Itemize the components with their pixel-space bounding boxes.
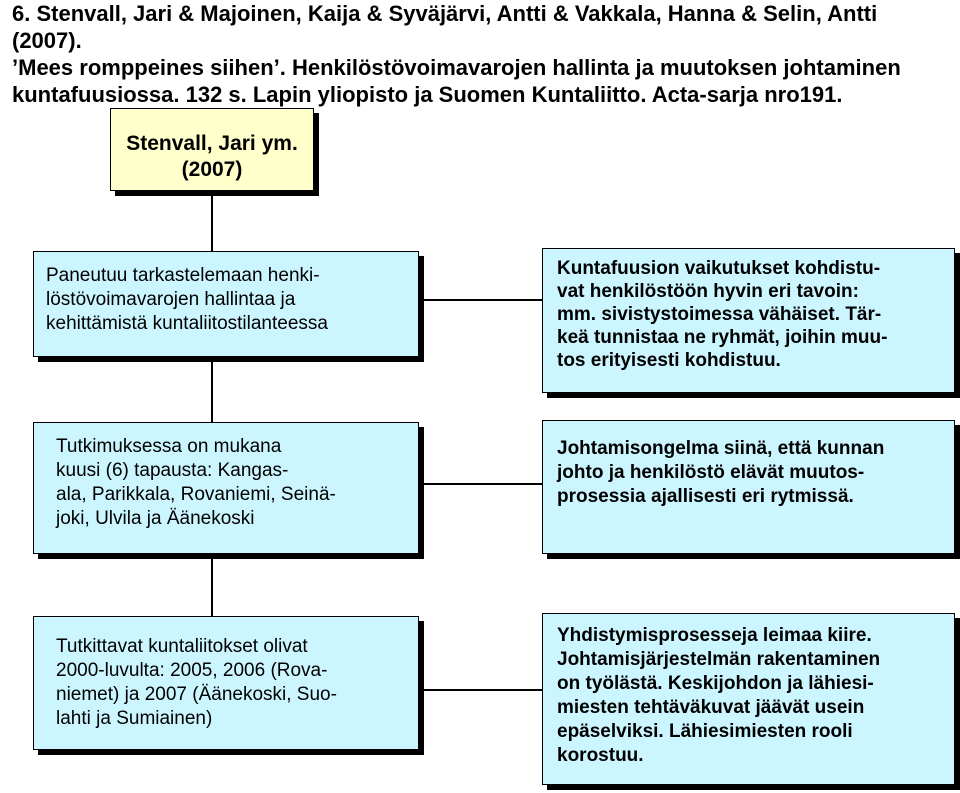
left-box-3-line: Tutkittavat kuntaliitokset olivat [56,636,308,657]
left-box-2 [33,422,419,554]
right-box-1-line: keä tunnistaa ne ryhmät, joihin muu- [557,327,888,348]
right-box-2-line: johto ja henkilöstö elävät muutos- [557,462,865,483]
root-box [110,108,314,191]
right-box-3-line: on työlästä. Keskijohdon ja lähiesi- [557,673,874,694]
right-box-2 [542,420,955,554]
left-box-1-line: löstövoimavarojen hallintaa ja [46,289,296,310]
right-box-1-line: Kuntafuusion vaikutukset kohdistu- [557,258,881,279]
left-box-3-line: 2000-luvulta: 2005, 2006 (Rova- [56,660,328,681]
left-box-1-line: Paneutuu tarkastelemaan henki- [46,265,320,286]
left-box-2-line: Tutkimuksessa on mukana [56,436,282,457]
heading-line: ’Mees romppeines siihen’. Henkilöstövoimavarojen hallinta ja muutoksen johtaminen [12,55,901,80]
right-box-1 [542,248,955,393]
left-box-3-line: lahti ja Sumiainen) [56,708,213,729]
left-box-1-line: kehittämistä kuntaliitostilanteessa [46,313,328,334]
right-box-2-line: Johtamisongelma siinä, että kunnan [557,438,885,459]
right-box-2-line: prosessia ajallisesti eri rytmissä. [557,486,854,507]
right-box-3 [542,613,955,785]
left-box-3 [33,616,419,750]
root-box-line: (2007) [181,158,243,181]
left-box-2-line: ala, Parikkala, Rovaniemi, Seinä- [56,484,336,505]
right-box-3-line: epäselviksi. Lähiesimiesten rooli [557,721,853,742]
root-box-line: Stenvall, Jari ym. [126,132,298,155]
left-box-2-line: kuusi (6) tapausta: Kangas- [56,460,289,481]
right-box-1-line: tos erityisesti kohdistuu. [557,350,781,371]
right-box-3-line: Yhdistymisprosesseja leimaa kiire. [557,625,872,646]
right-box-3-line: Johtamisjärjestelmän rakentaminen [557,649,881,670]
right-box-1-line: mm. sivistystoimessa vähäiset. Tär- [557,304,882,325]
left-box-1 [33,251,419,357]
right-box-3-line: miesten tehtäväkuvat jäävät usein [557,697,865,718]
right-box-3-line: korostuu. [557,745,644,766]
left-box-3-line: niemet) ja 2007 (Äänekoski, Suo- [56,684,337,705]
heading-line: 6. Stenvall, Jari & Majoinen, Kaija & Syväjärvi, Antti & Vakkala, Hanna & Selin, Antti (2007). [12,1,878,53]
left-box-2-line: joki, Ulvila ja Äänekoski [56,508,255,529]
right-box-1-line: vat henkilöstöön hyvin eri tavoin: [557,281,859,302]
heading-line: kuntafuusiossa. 132 s. Lapin yliopisto ja Suomen Kuntaliitto. Acta-sarja nro191. [12,82,843,107]
